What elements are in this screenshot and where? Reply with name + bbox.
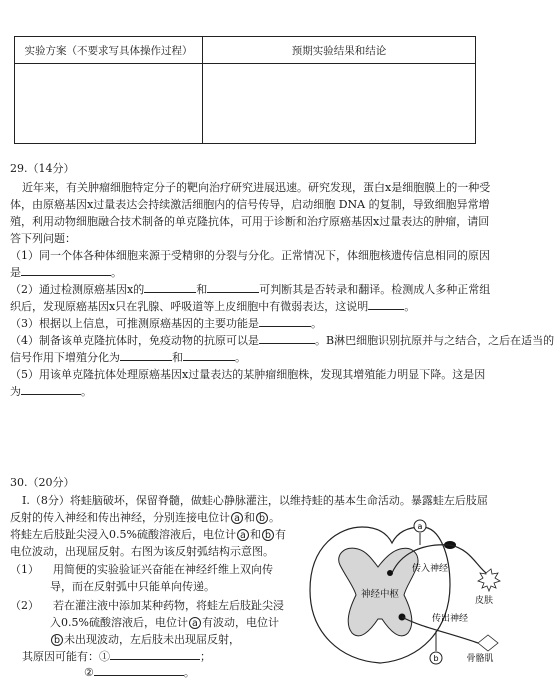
q29-s3: （3）根据以上信息，可推测原癌基因的主要功能是 。 bbox=[10, 317, 322, 330]
meter-b-symbol: b bbox=[51, 634, 63, 646]
q30-i1-b: 导，而在反射弧中只能单向传递。 bbox=[50, 580, 215, 593]
q29-intro-4: 答下列问题： bbox=[10, 232, 76, 245]
answer-blank[interactable] bbox=[94, 665, 184, 676]
meter-b-symbol: b bbox=[256, 512, 268, 524]
q29-s2-a: （2）通过检测原癌基因x的 和 可判断其是否转录和翻译。检测成人多种正常组 bbox=[10, 283, 491, 296]
q29-intro-2: 体，由原癌基因x过量表达会持续激活细胞内的信号传导，启动细胞 DNA 的复制，导致细胞异常增 bbox=[10, 198, 490, 211]
q29-intro-1: 近年来，有关肿瘤细胞特定分子的靶向治疗研究进展迅速。研究发现，蛋白x是细胞膜上的一种受 bbox=[22, 181, 491, 194]
skin-label: 皮肤 bbox=[474, 596, 494, 606]
q30-i1-a: （1） 用简便的实验验证兴奋能在神经纤维上双向传 bbox=[10, 563, 273, 576]
answer-blank[interactable] bbox=[110, 649, 200, 660]
q29-s5-b: 为 。 bbox=[10, 385, 92, 398]
meter-a-label: a bbox=[417, 522, 423, 531]
table-header-plan: 实验方案（不要求写具体操作过程） bbox=[24, 45, 193, 57]
answer-blank[interactable] bbox=[259, 316, 311, 327]
muscle-label: 骨骼肌 bbox=[466, 654, 494, 664]
answer-blank[interactable] bbox=[144, 282, 196, 293]
q30-p1-l2: 反射的传入神经和传出神经，分别连接电位计 a 和 b 。 bbox=[10, 511, 280, 524]
q29-s5-a: （5）用该单克隆抗体处理原癌基因x过量表达的某肿瘤细胞株，发现其增殖能力明显下降。这是因 bbox=[10, 368, 486, 381]
answer-blank[interactable] bbox=[183, 350, 235, 361]
q30-i2-e: ② 。 bbox=[84, 666, 195, 679]
answer-blank[interactable] bbox=[21, 265, 111, 276]
table-header-result: 预期实验结果和结论 bbox=[291, 45, 387, 57]
q30-i2-d: 其原因可能有：① ； bbox=[22, 650, 211, 663]
skin-receptor-icon bbox=[478, 569, 500, 591]
q30-i2-c: b 未出现波动，左后肢未出现屈反射， bbox=[50, 631, 490, 648]
answer-blank[interactable] bbox=[21, 384, 81, 395]
q29-s1-b: 是 。 bbox=[10, 266, 122, 279]
q29-title: 29.（14分） bbox=[10, 162, 75, 175]
q29-s1-a: （1）同一个体各种体细胞来源于受精卵的分裂与分化。正常情况下，体细胞核遗传信息相同的原因 bbox=[10, 249, 490, 262]
meter-a-symbol: a bbox=[189, 617, 201, 629]
q30-i2-b: 入0.5%硫酸溶液后，电位计 a 有波动，电位计 bbox=[50, 616, 279, 629]
q29-intro-3: 殖，利用动物细胞融合技术制备的单克隆抗体，可用于诊断和治疗原癌基因x过量表达的肿瘤，请回 bbox=[10, 215, 490, 228]
reflex-arc-diagram bbox=[300, 515, 500, 675]
answer-blank[interactable] bbox=[120, 350, 172, 361]
meter-b-label: b bbox=[433, 654, 439, 663]
q30-p1-l3: 将蛙左后肢趾尖浸入0.5%硫酸溶液后，电位计 a 和 b 有 bbox=[10, 528, 286, 541]
q30-i2-a: （2） 若在灌注液中添加某种药物，将蛙左后肢趾尖浸 bbox=[10, 599, 284, 612]
q30-title: 30.（20分） bbox=[10, 476, 75, 489]
answer-blank[interactable] bbox=[259, 333, 315, 344]
meter-b-symbol: b bbox=[262, 529, 274, 541]
answer-blank[interactable] bbox=[207, 282, 259, 293]
afferent-label: 传入神经 bbox=[411, 564, 449, 574]
meter-a-symbol: a bbox=[237, 529, 249, 541]
q30-p1-l1: Ⅰ.（8分）将蛙脑破坏，保留脊髓，做蛙心静脉灌注，以维持蛙的基本生命活动。暴露蛙左后肢屈 bbox=[22, 494, 488, 507]
q29-s4-a: （4）制备该单克隆抗体时，免疫动物的抗原可以是 。B淋巴细胞识别抗原并与之结合，之后在适当的 bbox=[10, 334, 554, 347]
muscle-icon bbox=[478, 635, 498, 651]
meter-a-symbol: a bbox=[231, 512, 243, 524]
efferent-label: 传出神经 bbox=[431, 614, 469, 624]
q29-s4-b: 信号作用下增殖分化为 和 。 bbox=[10, 351, 246, 364]
q30-p1-l4: 电位波动，出现屈反射。右图为该反射弧结构示意图。 bbox=[10, 545, 274, 558]
nerve-center-label: 神经中枢 bbox=[360, 589, 400, 600]
experiment-table bbox=[14, 36, 476, 144]
q29-s2-b: 织后，发现原癌基因x只在乳腺、呼吸道等上皮细胞中有微弱表达，这说明 。 bbox=[10, 300, 416, 313]
answer-blank[interactable] bbox=[368, 299, 404, 310]
